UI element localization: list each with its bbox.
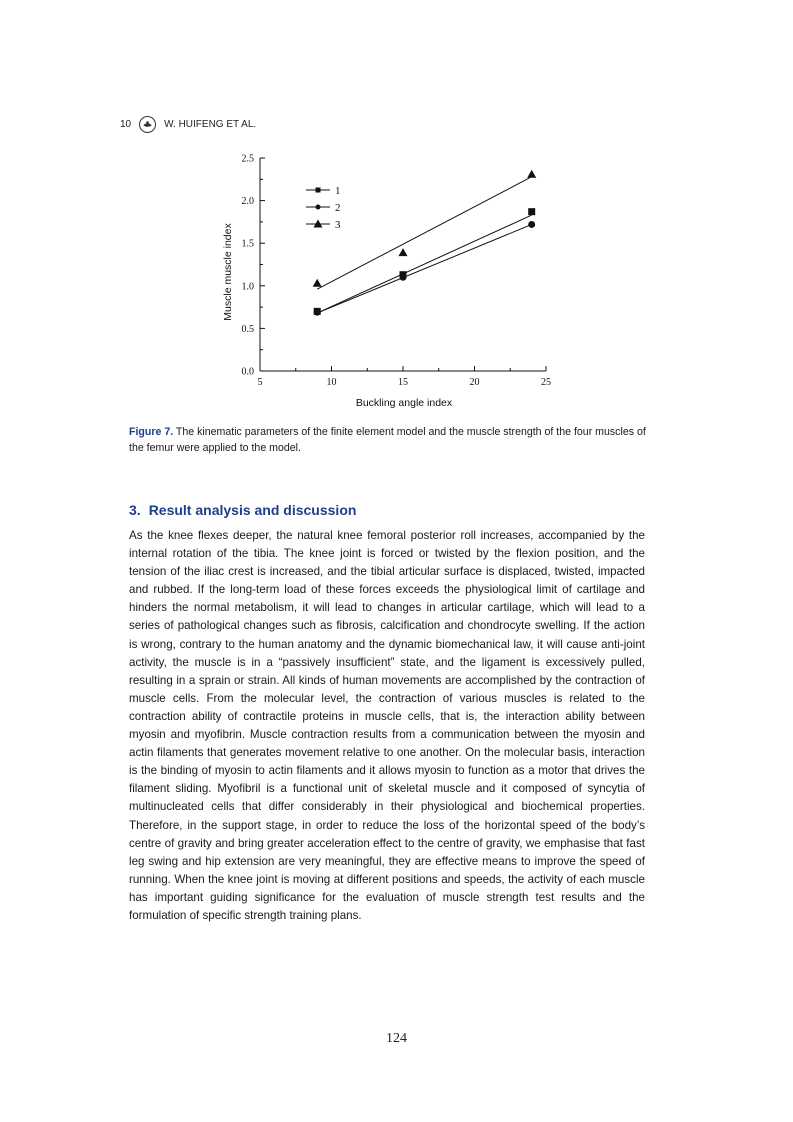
x-tick-label: 5 — [257, 377, 263, 388]
x-tick-label: 15 — [398, 377, 408, 388]
data-point-series-3 — [399, 248, 408, 256]
x-tick-label: 25 — [541, 377, 551, 388]
data-point-series-3 — [313, 279, 322, 287]
y-tick-label: 2.5 — [241, 153, 254, 165]
running-head-page-number: 10 — [120, 119, 132, 130]
data-point-series-2 — [314, 309, 321, 316]
chart-y-axis-label: Muscle muscle index — [222, 223, 234, 321]
legend-label-1: 1 — [335, 185, 341, 197]
chart-ticks — [242, 154, 552, 389]
page-footer-number: 124 — [386, 1031, 407, 1046]
figure-7-chart — [0, 0, 793, 420]
trend-line-series-1 — [317, 215, 532, 313]
data-point-series-2 — [400, 274, 407, 281]
section-body-paragraph: As the knee flexes deeper, the natural knee femoral posterior roll increases, accompanied by the internal rotation of the tibia. The knee joint is forced or twisted by the flexion position, and the tension of the iliac crest is increased, and the tibial articular surface is displaced, twisted, impacted and rubbed. If the long-term load of these forces exceeds the physiological limit of cartilage and hinders the normal metabolism, it will lead to changes in articular cartilage, which will lead to a series of pathological changes such as fibrosis, calcification and chondrocyte swelling. If the action is wrong, contrary to the human anatomy and the dynamic biomechanical law, it will cause anti-joint activity, the muscle is in a “passively insufficient” state, and the ligament is excessively pulled, resulting in a sprain or strain. All kinds of human movements are accomplished by the contraction of muscle cells. From the molecular level, the contraction of various muscles is related to the contraction ability of contractile proteins in muscle cells, that is, the interaction ability between myosin and myofibrin. Muscle contraction results from a communication between the myosin and actin filaments that generates movement relative to one another. On the molecular basis, interaction is the binding of myosin to actin filaments and it allows myosin to function as a motor that drives the filament sliding. Myofibril is a functional unit of skeletal muscle and it composed of syncytia of multinucleated cells that differ considerably in their physiological and biochemical properties. Therefore, in the support stage, in order to reduce the loss of the horizontal speed of the body’s centre of gravity and bring greater acceleration effect to the centre of gravity, we emphasise that fast leg swing and hip extension are very meaningful, they are effective means to improve the speed of running. When the knee joint is moving at different positions and speeds, the activity of each muscle has important guiding significance for the evaluation of muscle strength test results and the formulation of specific strength training plans. — [129, 529, 645, 922]
data-point-series-2 — [528, 221, 535, 228]
y-tick-label: 2.0 — [241, 196, 254, 208]
section-number: 3. — [129, 502, 141, 518]
legend-label-2: 2 — [335, 202, 341, 214]
figure-caption-label: Figure 7. — [129, 426, 174, 438]
figure-caption — [129, 424, 659, 456]
section-title: Result analysis and discussion — [148, 502, 357, 518]
section-heading — [129, 502, 356, 518]
chart-trend-lines — [317, 177, 532, 313]
data-point-series-3 — [527, 170, 536, 178]
y-tick-label: 1.0 — [241, 281, 254, 293]
chart-legend — [306, 185, 341, 231]
y-tick-label: 0.5 — [241, 323, 254, 335]
x-tick-label: 10 — [326, 377, 337, 388]
running-head-authors: W. HUIFENG ET AL. — [164, 119, 257, 130]
x-tick-label: 20 — [469, 377, 480, 388]
chart-x-axis-label: Buckling angle index — [355, 397, 453, 409]
legend-label-3: 3 — [335, 219, 341, 231]
y-tick-label: 0.0 — [241, 366, 254, 378]
legend-marker-1 — [316, 188, 321, 193]
trend-line-series-2 — [317, 224, 532, 313]
y-tick-label: 1.5 — [241, 238, 254, 250]
chart-axes — [260, 158, 546, 371]
trend-line-series-3 — [317, 177, 532, 289]
figure-caption-text: The kinematic parameters of the finite element model and the muscle strength of the four muscles of the femur were applied to the model. — [129, 426, 646, 454]
data-point-series-1 — [528, 208, 535, 215]
legend-marker-2 — [316, 205, 321, 210]
